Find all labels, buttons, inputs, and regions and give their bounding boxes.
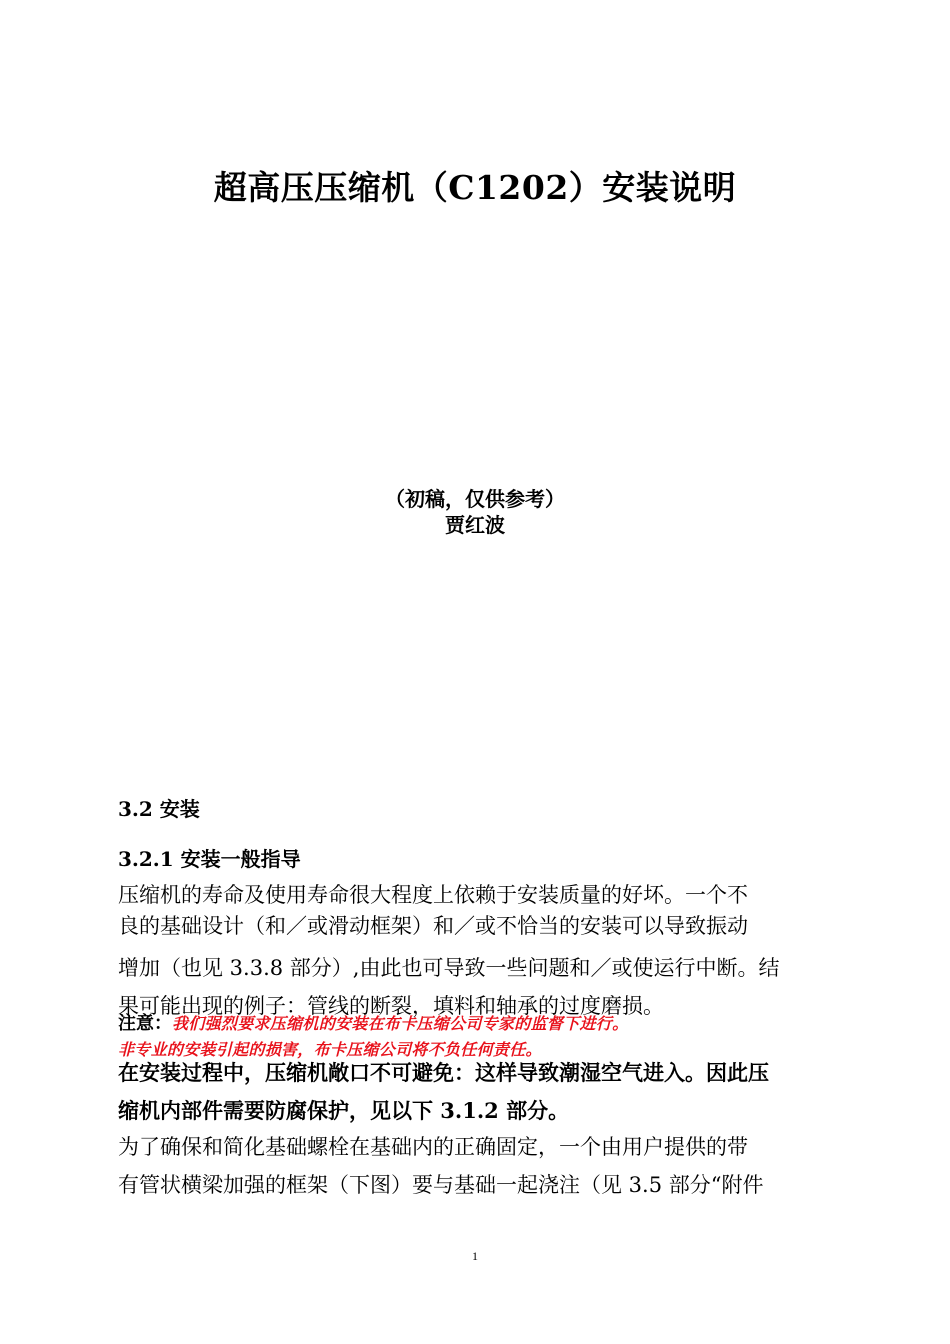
paragraph-line: 果可能出现的例子：管线的断裂，填料和轴承的过度磨损。 — [118, 994, 664, 1018]
subsection-heading: 3.2.1 安装一般指导 — [118, 847, 301, 871]
warning-line: 缩机内部件需要防腐保护，见以下 3.1.2 部分。 — [118, 1098, 570, 1123]
document-title: 超高压压缩机（C1202）安装说明 — [213, 168, 737, 207]
paragraph-foundation — [118, 1130, 842, 1206]
paragraph-line: 为了确保和简化基础螺栓在基础内的正确固定，一个由用户提供的带 — [118, 1135, 748, 1159]
note-text: 非专业的安装引起的损害，布卡压缩公司将不负任何责任。 — [118, 1040, 542, 1059]
note-text: 我们强烈要求压缩机的安装在布卡压缩公司专家的监督下进行。 — [172, 1014, 629, 1033]
warning-line: 在安装过程中，压缩机敞口不可避免：这样导致潮湿空气进入。因此压 — [118, 1060, 769, 1085]
author-name: 贾红波 — [445, 513, 505, 537]
paragraph-line: 良的基础设计（和／或滑动框架）和／或不恰当的安装可以导致振动 — [118, 914, 748, 938]
note-label: 注意： — [118, 1013, 172, 1034]
paragraph-intro — [118, 880, 842, 1022]
warning-paragraph — [118, 1056, 842, 1132]
document-subtitle — [0, 486, 950, 538]
paragraph-line: 压缩机的寿命及使用寿命很大程度上依赖于安装质量的好坏。一个不 — [118, 883, 748, 907]
paragraph-line: 有管状横梁加强的框架（下图）要与基础一起浇注（见 3.5 部分“附件 — [118, 1173, 764, 1197]
page-number: 1 — [472, 1249, 478, 1263]
paragraph-line: 增加（也见 3.3.8 部分）,由此也可导致一些问题和／或使运行中断。结 — [118, 956, 780, 980]
note-line — [118, 1011, 858, 1037]
draft-notice: （初稿，仅供参考） — [385, 487, 565, 511]
section-heading: 3.2 安装 — [118, 797, 200, 821]
